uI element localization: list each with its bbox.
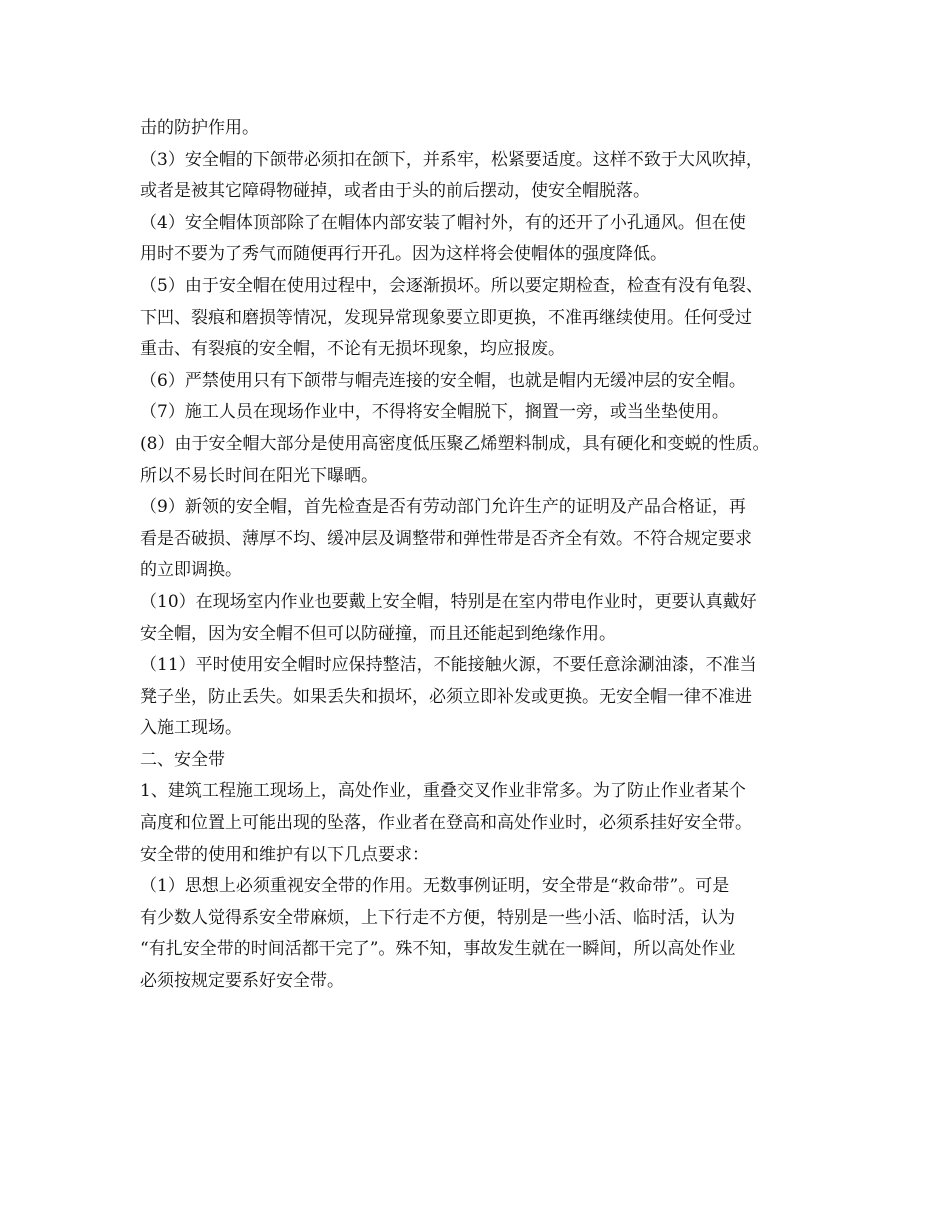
- text-line: （10）在现场室内作业也要戴上安全帽，特别是在室内带电作业时，更要认真戴好: [140, 591, 757, 612]
- text-line: 入施工现场。: [140, 718, 242, 739]
- text-line: 用时不要为了秀气而随便再行开孔。因为这样将会使帽体的强度降低。: [140, 244, 667, 265]
- text-line: （11）平时使用安全帽时应保持整洁，不能接触火源，不要任意涂涮油漆，不准当: [140, 655, 757, 676]
- text-line: （6）严禁使用只有下颌带与帽壳连接的安全帽，也就是帽内无缓冲层的安全帽。: [140, 370, 746, 391]
- text-line: 有少数人觉得系安全带麻烦，上下行走不方便，特别是一些小活、临时活，认为: [140, 907, 735, 928]
- text-line: 下凹、裂痕和磨损等情况，发现异常现象要立即更换，不准再继续使用。任何受过: [140, 307, 752, 328]
- text-line: （1）思想上必须重视安全带的作用。无数事例证明，安全带是“救命带”。可是: [140, 876, 730, 897]
- text-line: （5）由于安全帽在使用过程中，会逐渐损坏。所以要定期检查，检查有没有龟裂、: [140, 275, 763, 296]
- text-line: （3）安全帽的下颌带必须扣在颌下，并系牢，松紧要适度。这样不致于大风吹掉，: [140, 149, 763, 170]
- text-line: 1、建筑工程施工现场上，高处作业，重叠交叉作业非常多。为了防止作业者某个: [140, 781, 746, 802]
- text-line: （9）新领的安全帽，首先检查是否有劳动部门允许生产的证明及产品合格证，再: [140, 497, 746, 518]
- text-line: （7）施工人员在现场作业中，不得将安全帽脱下，搁置一旁，或当坐垫使用。: [140, 402, 729, 423]
- text-line: 必须按规定要系好安全带。: [140, 971, 344, 992]
- section-heading: 二、安全带: [140, 749, 225, 770]
- text-line: 击的防护作用。: [140, 118, 259, 138]
- text-line: 看是否破损、薄厚不均、缓冲层及调整带和弹性带是否齐全有效。不符合规定要求: [140, 528, 752, 549]
- text-line: （4）安全帽体顶部除了在帽体内部安装了帽衬外，有的还开了小孔通风。但在使: [140, 212, 746, 233]
- text-line: 重击、有裂痕的安全帽，不论有无损坏现象，均应报废。: [140, 339, 565, 360]
- text-line: 高度和位置上可能出现的坠落，作业者在登高和高处作业时，必须系挂好安全带。: [140, 813, 752, 834]
- text-line: 安全帽，因为安全帽不但可以防碰撞，而且还能起到绝缘作用。: [140, 623, 616, 644]
- document-body: [140, 113, 830, 998]
- text-line: 安全带的使用和维护有以下几点要求：: [140, 844, 429, 865]
- text-line: 的立即调换。: [140, 560, 242, 581]
- text-line: “有扎安全带的时间活都干完了”。殊不知，事故发生就在一瞬间，所以高处作业: [140, 939, 736, 960]
- text-line: 所以不易长时间在阳光下曝晒。: [140, 465, 378, 486]
- text-line: 凳子坐，防止丢失。如果丢失和损坏，必须立即补发或更换。无安全帽一律不准进: [140, 686, 752, 707]
- text-line: (8）由于安全帽大部分是使用高密度低压聚乙烯塑料制成，具有硬化和变蜕的性质。: [140, 433, 770, 454]
- text-line: 或者是被其它障碍物碰掉，或者由于头的前后摆动，使安全帽脱落。: [140, 181, 650, 202]
